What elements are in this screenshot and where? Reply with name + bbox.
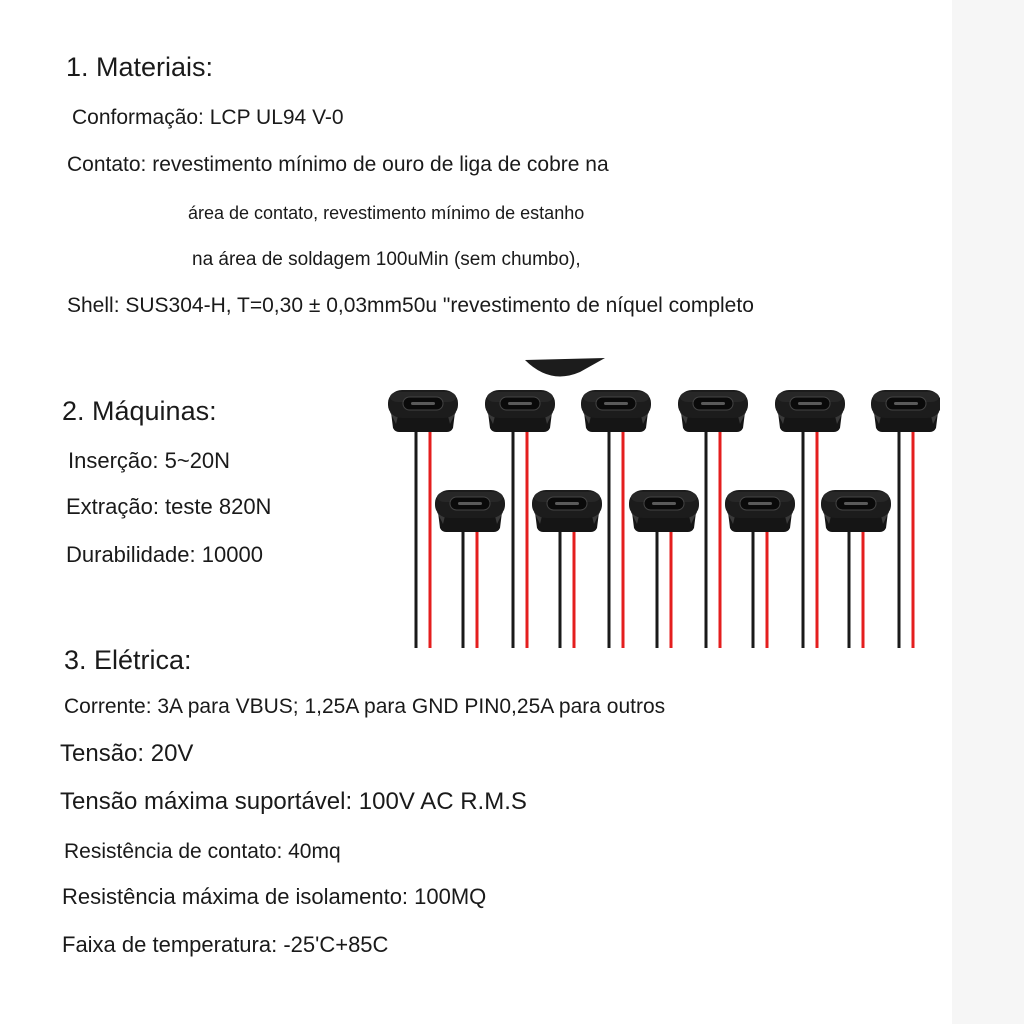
- spec-line: área de contato, revestimento mínimo de estanho: [188, 203, 585, 223]
- usb-c-connector: [725, 490, 795, 532]
- spec-line: Faixa de temperatura: -25'C+85C: [62, 932, 389, 957]
- spec-line: Contato: revestimento mínimo de ouro de liga de cobre na: [67, 153, 609, 176]
- spec-line: Resistência de contato: 40mq: [64, 840, 341, 863]
- usb-c-connector: [775, 390, 845, 432]
- usb-c-connector: [532, 490, 602, 532]
- spec-line: Extração: teste 820N: [66, 494, 272, 519]
- section-title-eletrica: 3. Elétrica:: [64, 645, 192, 675]
- spec-line: na área de soldagem 100uMin (sem chumbo),: [192, 249, 581, 270]
- usb-c-connector: [871, 390, 940, 432]
- spec-line: Tensão máxima suportável: 100V AC R.M.S: [60, 788, 527, 815]
- usb-c-connector: [821, 490, 891, 532]
- usb-c-connector: [678, 390, 748, 432]
- spec-line: Tensão: 20V: [60, 740, 194, 767]
- spec-line: Inserção: 5~20N: [68, 448, 231, 473]
- usb-c-connector: [388, 390, 458, 432]
- spec-line: Durabilidade: 10000: [66, 542, 263, 567]
- section-title-maquinas: 2. Máquinas:: [62, 396, 217, 426]
- partial-connector-shadow: [525, 358, 605, 376]
- usb-c-connectors-illustration: [380, 350, 940, 650]
- spec-line: Corrente: 3A para VBUS; 1,25A para GND PIN0,25A para outros: [64, 695, 666, 718]
- spec-line: Resistência máxima de isolamento: 100MQ: [62, 884, 487, 909]
- section-title-materiais: 1. Materiais:: [66, 52, 214, 82]
- usb-c-connector: [435, 490, 505, 532]
- spec-line: Conformação: LCP UL94 V-0: [72, 106, 344, 129]
- spec-line: Shell: SUS304-H, T=0,30 ± 0,03mm50u "revestimento de níquel completo: [67, 294, 754, 317]
- right-margin-strip: [952, 0, 1024, 1024]
- usb-c-connector: [581, 390, 651, 432]
- usb-c-connector: [485, 390, 555, 432]
- usb-c-connector: [629, 490, 699, 532]
